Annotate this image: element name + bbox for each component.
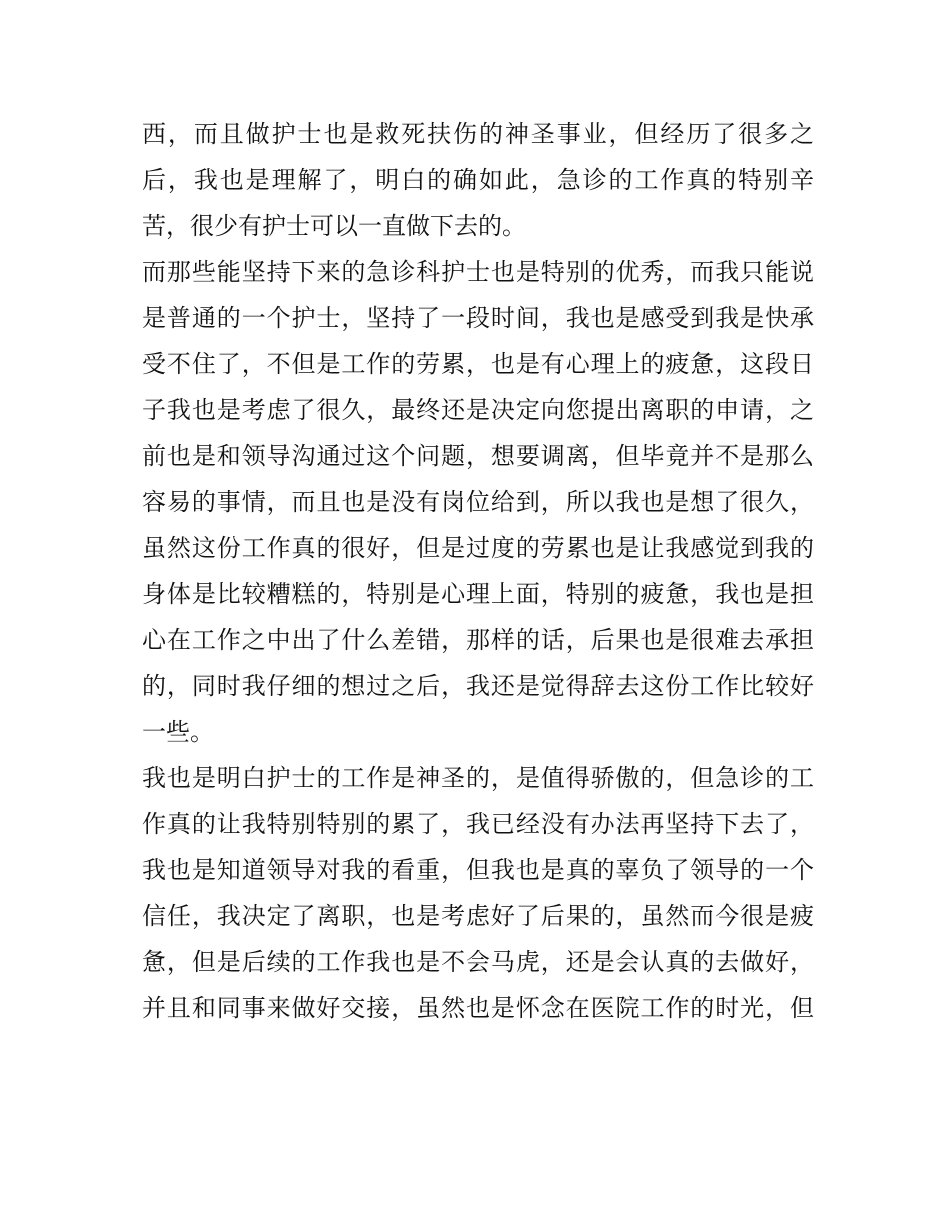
text-line: 子我也是考虑了很久，最终还是决定向您提出离职的申请，之 (142, 396, 814, 424)
text-line: 西，而且做护士也是救死扶伤的神圣事业，但经历了很多之 (142, 120, 814, 148)
text-line: 并且和同事来做好交接，虽然也是怀念在医院工作的时光，但 (142, 994, 814, 1022)
text-line: 的，同时我仔细的想过之后，我还是觉得辞去这份工作比较好 (142, 672, 814, 700)
text-line: 是普通的一个护士，坚持了一段时间，我也是感受到我是快承 (142, 304, 814, 332)
text-line: 前也是和领导沟通过这个问题，想要调离，但毕竟并不是那么 (142, 442, 814, 470)
text-line: 虽然这份工作真的很好，但是过度的劳累也是让我感觉到我的 (142, 534, 814, 562)
text-line: 惫，但是后续的工作我也是不会马虎，还是会认真的去做好， (142, 948, 814, 976)
text-line: 我也是明白护士的工作是神圣的，是值得骄傲的，但急诊的工 (142, 764, 814, 792)
text-line: 心在工作之中出了什么差错，那样的话，后果也是很难去承担 (142, 626, 814, 654)
text-line: 信任，我决定了离职，也是考虑好了后果的，虽然而今很是疲 (142, 902, 814, 930)
text-line: 容易的事情，而且也是没有岗位给到，所以我也是想了很久， (142, 488, 814, 516)
paragraph-3 (142, 755, 814, 1031)
text-line: 苦，很少有护士可以一直做下去的。 (142, 212, 526, 240)
text-line: 一些。 (142, 718, 214, 746)
text-line: 受不住了，不但是工作的劳累，也是有心理上的疲惫，这段日 (142, 350, 814, 378)
paragraph-1 (142, 111, 814, 249)
text-line: 后，我也是理解了，明白的确如此，急诊的工作真的特别辛 (142, 166, 814, 194)
text-line: 身体是比较糟糕的，特别是心理上面，特别的疲惫，我也是担 (142, 580, 814, 608)
document-body (142, 111, 814, 1031)
text-line: 而那些能坚持下来的急诊科护士也是特别的优秀，而我只能说 (142, 258, 814, 286)
text-line: 我也是知道领导对我的看重，但我也是真的辜负了领导的一个 (142, 856, 814, 884)
text-line: 作真的让我特别特别的累了，我已经没有办法再坚持下去了， (142, 810, 814, 838)
paragraph-2 (142, 249, 814, 755)
